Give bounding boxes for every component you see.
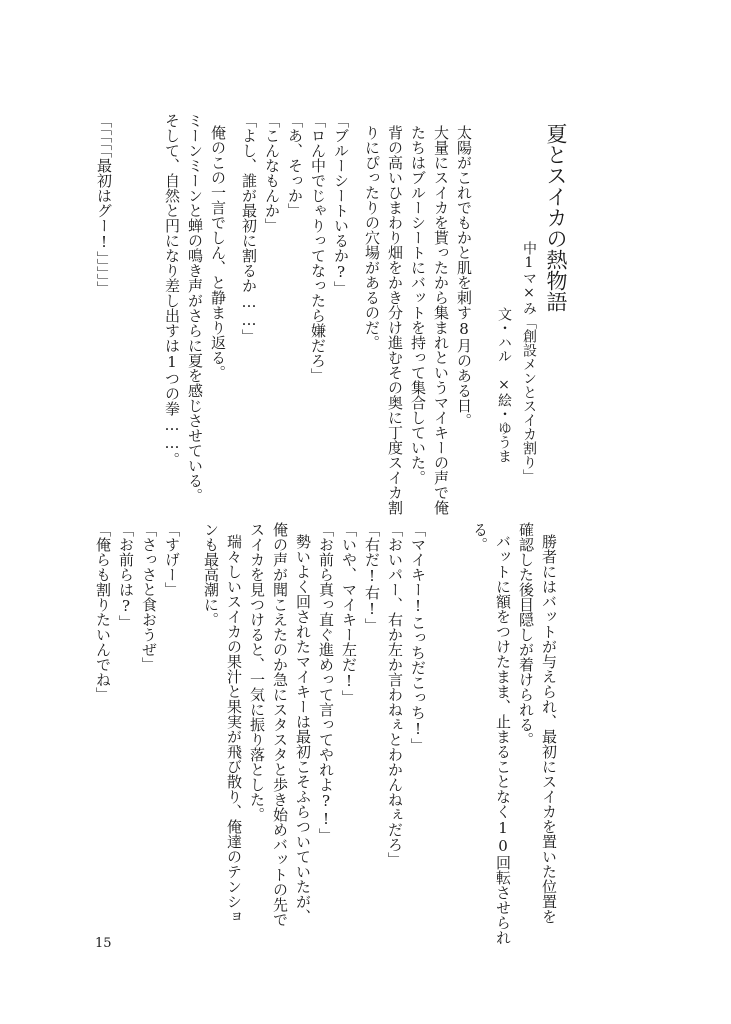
body-line: 「俺らも割りたいんでね」 — [94, 522, 112, 702]
body-line: 「あ、そっか」 — [286, 113, 304, 218]
body-line: 俺のこの一言でしん、と静まり返る。 — [209, 125, 227, 380]
page-number: 15 — [95, 936, 112, 951]
body-line: バットに額をつけたまま、止まることなく10回転させられ — [494, 534, 512, 945]
body-line: 確認した後目隠しが着けられる。 — [517, 522, 535, 747]
body-line: 「右だ!右!」 — [363, 522, 381, 633]
body-line: ミーンミーンと蝉の鳴き声がさらに夏を感じさせている。 — [186, 113, 204, 503]
body-line: 大量にスイカを貰ったから集まれというマイキーの声で俺 — [432, 125, 450, 515]
body-line: りにぴったりの穴場があるのだ。 — [363, 125, 381, 350]
body-line: 「お前らは?」 — [117, 522, 135, 630]
body-line: 俺の声が聞こえたのか急にスタスタと歩き始めバットの先で — [271, 522, 289, 927]
body-line: 「さっさと食おうぜ」 — [140, 522, 158, 672]
body-line: 「よし、誰が最初に割るか……」 — [240, 113, 258, 344]
body-line: 「おいパー、右か左か言わねぇとわかんねぇだろ」 — [386, 522, 404, 867]
body-line: ンも最高潮に。 — [202, 522, 220, 627]
body-line: 勝者にはバットが与えられ、最初にスイカを置いた位置を — [540, 534, 558, 924]
body-line: 勢いよく回されたマイキーは最初こそふらついていたが、 — [294, 534, 312, 924]
body-line: 背の高いひまわり畑をかき分け進むその奥に丁度スイカ割 — [386, 125, 404, 515]
body-line: 太陽がこれでもかと肌を刺す8月のある日。 — [455, 125, 473, 428]
body-line: 「「「「「最初はグー!」」」」」 — [95, 113, 113, 296]
body-line: 「ロん中でじゃりってなったら嫌だろ」 — [309, 113, 327, 383]
body-line: スイカを見つけると、一気に振り落とした。 — [248, 522, 266, 822]
body-line: る。 — [471, 522, 489, 552]
credit: 文・ハル ×絵・ゆうま — [496, 307, 512, 463]
body-line: そして、自然と円になり差し出すは1つの拳……。 — [163, 113, 181, 467]
body-line: たちはブルーシートにバットを持って集合していた。 — [409, 125, 427, 485]
body-line: 「すげー」 — [163, 522, 181, 597]
body-line: 「ブルーシートいるか?」 — [332, 113, 350, 296]
body-line: 「いや、マイキー左だ!」 — [340, 522, 358, 705]
body-line: 「こんなもんか」 — [263, 113, 281, 233]
subtitle: 中1マ×み「創設メンとスイカ割り」 — [521, 241, 537, 483]
body-line: 瑞々しいスイカの果汁と果実が飛び散り、俺達のテンショ — [225, 534, 243, 924]
body-line: 「お前ら真っ直ぐ進めって言ってやれよ?!」 — [317, 522, 335, 843]
body-line: 「マイキー!こっちだこっち!」 — [409, 522, 427, 753]
page-title: 夏とスイカの熱物語 — [544, 123, 568, 312]
